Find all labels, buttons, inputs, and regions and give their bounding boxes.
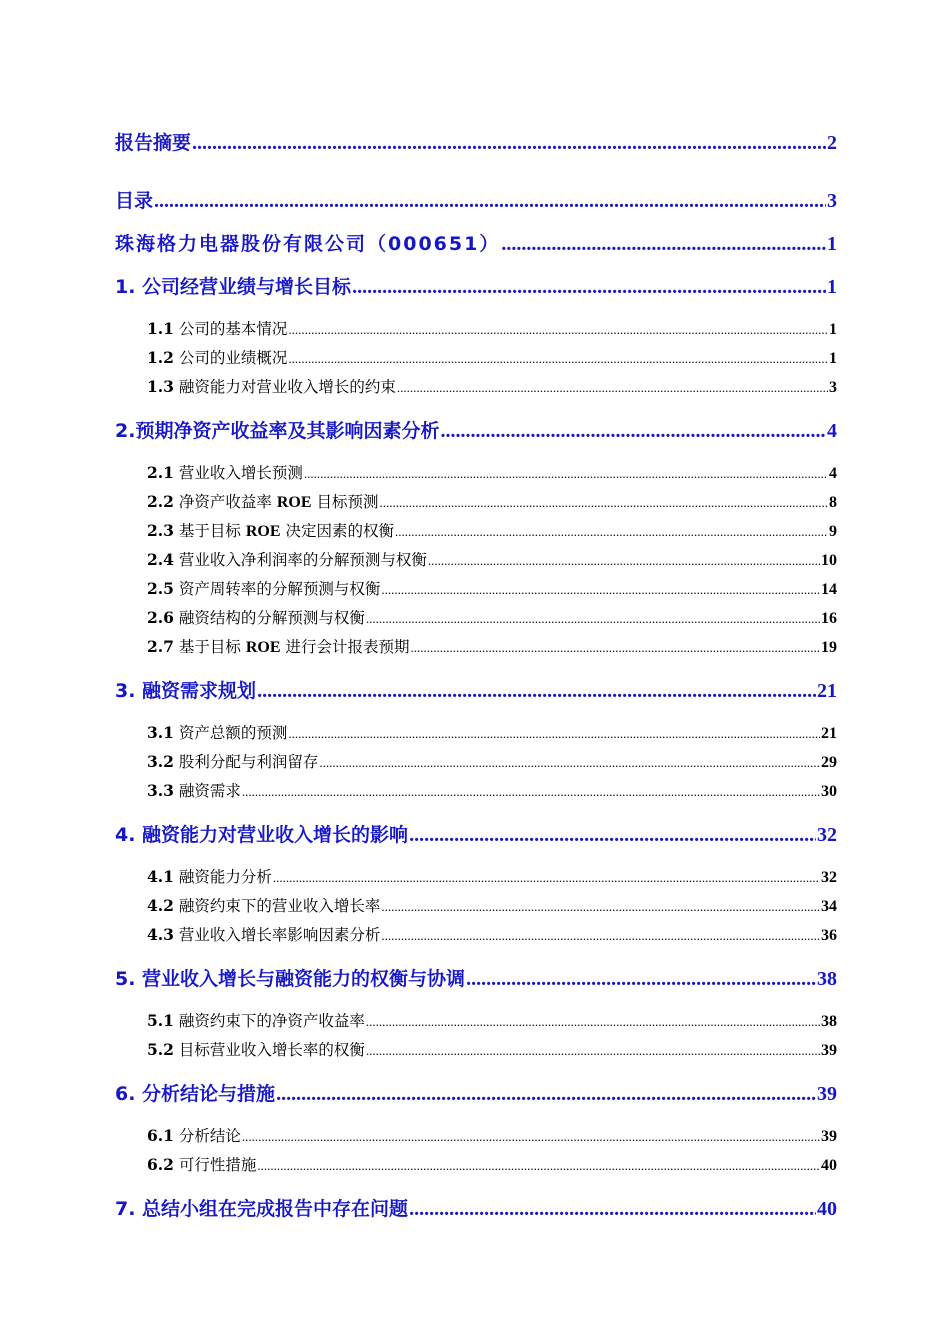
toc-leader-dots: [395, 517, 828, 546]
toc-page-number: 32: [821, 869, 837, 886]
toc-leader-dots: [192, 128, 826, 158]
toc-entry-subsection[interactable]: [115, 517, 837, 546]
toc-leader-dots: [381, 892, 820, 921]
toc-entry-number: 5.1: [147, 1011, 174, 1030]
toc-entry-title: 3. 融资需求规划: [115, 680, 257, 702]
toc-entry-subsection[interactable]: [115, 546, 837, 575]
toc-entry-title: [147, 747, 318, 777]
toc-entry-text: 营业收入净利润率的分解预测与权衡: [178, 551, 427, 569]
toc-entry-heading[interactable]: [115, 416, 837, 446]
toc-entry-subsection[interactable]: [115, 921, 837, 950]
toc-leader-dots: [366, 604, 820, 633]
toc-leader-dots: [288, 344, 828, 373]
toc-entry-title: 珠海格力电器股份有限公司（000651）: [115, 233, 501, 255]
toc-leader-dots: [428, 546, 820, 575]
toc-entry-title: [147, 1006, 365, 1036]
toc-leader-dots: [242, 777, 820, 806]
toc-entry-title: [147, 891, 380, 921]
toc-entry-subsection[interactable]: [115, 604, 837, 633]
toc-entry-text: 融资需求: [178, 782, 241, 800]
toc-entry-number: 2.4: [147, 550, 174, 569]
toc-entry-heading[interactable]: [115, 676, 837, 706]
toc-entry-number: 4.1: [147, 867, 174, 886]
toc-entry-number: 2.1: [147, 463, 174, 482]
toc-entry-text: 目标营业收入增长率的权衡: [178, 1041, 365, 1059]
toc-page-number: 38: [817, 968, 837, 990]
toc-entry-number: 2.5: [147, 579, 174, 598]
toc-entry-title: [147, 545, 427, 575]
toc-entry-text: 资产总额的预测: [178, 724, 288, 742]
toc-page-number: 21: [817, 680, 837, 702]
toc-entry-title: 7. 总结小组在完成报告中存在问题: [115, 1198, 409, 1220]
toc-entry-subsection[interactable]: [115, 719, 837, 748]
toc-entry-text: 融资约束下的净资产收益率: [178, 1012, 365, 1030]
toc-entry-title: 6. 分析结论与措施: [115, 1083, 276, 1105]
toc-entry-text: 股利分配与利润留存: [178, 753, 319, 771]
toc-entry-subsection[interactable]: [115, 1036, 837, 1065]
toc-entry-title: 1. 公司经营业绩与增长目标: [115, 276, 352, 298]
toc-entry-number: 6.1: [147, 1126, 174, 1145]
toc-entry-subsection[interactable]: [115, 777, 837, 806]
toc-entry-title: 报告摘要: [115, 132, 192, 154]
toc-entry-text: 融资结构的分解预测与权衡: [178, 609, 365, 627]
toc-leader-dots: [276, 1079, 816, 1109]
toc-entry-number: 4.2: [147, 896, 174, 915]
toc-page-number: 3: [827, 190, 837, 212]
toc-page-number: 4: [827, 420, 837, 442]
toc-entry-text: 基于目标 ROE 进行会计报表预期: [178, 638, 410, 656]
toc-leader-dots: [410, 633, 820, 662]
toc-leader-dots: [381, 575, 820, 604]
toc-entry-number: 3.1: [147, 723, 174, 742]
toc-entry-subsection[interactable]: [115, 748, 837, 777]
toc-page-number: 38: [821, 1013, 837, 1030]
toc-leader-dots: [257, 676, 816, 706]
toc-entry-number: 1.1: [147, 319, 174, 338]
toc-entry-title: [147, 718, 287, 748]
toc-entry-title: [147, 632, 409, 662]
toc-entry-heading[interactable]: [115, 272, 837, 302]
toc-page-number: 19: [821, 639, 837, 656]
toc-entry-heading[interactable]: [115, 964, 837, 994]
toc-leader-dots: [304, 459, 828, 488]
toc-page-number: 1: [829, 321, 837, 338]
toc-page-number: 39: [821, 1128, 837, 1145]
toc-page-number: 14: [821, 581, 837, 598]
toc-leader-dots: [273, 863, 820, 892]
toc-leader-dots: [366, 1036, 820, 1065]
toc-entry-title: 5. 营业收入增长与融资能力的权衡与协调: [115, 968, 466, 990]
toc-entry-number: 2.7: [147, 637, 174, 656]
toc-entry-title: [147, 1035, 365, 1065]
toc-entry-subsection[interactable]: [115, 863, 837, 892]
toc-entry-text: 融资能力对营业收入增长的约束: [178, 378, 396, 396]
toc-leader-dots: [397, 373, 828, 402]
toc-page-number: 9: [829, 523, 837, 540]
toc-entry-text: 公司的业绩概况: [178, 349, 288, 367]
toc-leader-dots: [288, 719, 820, 748]
toc-entry-title: 4. 融资能力对营业收入增长的影响: [115, 824, 409, 846]
toc-leader-dots: [440, 416, 826, 446]
toc-page-number: 32: [817, 824, 837, 846]
toc-page-number: 2: [827, 132, 837, 154]
toc-leader-dots: [379, 488, 828, 517]
toc-entry-title: [147, 574, 380, 604]
toc-leader-dots: [366, 1007, 820, 1036]
toc-page-number: 29: [821, 754, 837, 771]
toc-page-number: 21: [821, 725, 837, 742]
toc-entry-subsection[interactable]: [115, 633, 837, 662]
toc-entry-number: 3.2: [147, 752, 174, 771]
toc-leader-dots: [154, 186, 826, 216]
toc-leader-dots: [501, 229, 826, 259]
toc-entry-text: 分析结论: [178, 1127, 241, 1145]
toc-entry-subsection[interactable]: [115, 344, 837, 373]
toc-page-number: 10: [821, 552, 837, 569]
toc-entry-number: 5.2: [147, 1040, 174, 1059]
toc-page-number: 36: [821, 927, 837, 944]
toc-entry-subsection[interactable]: [115, 1007, 837, 1036]
toc-page-number: 34: [821, 898, 837, 915]
toc-leader-dots: [466, 964, 816, 994]
toc-entry-number: 1.2: [147, 348, 174, 367]
toc-entry-heading[interactable]: [115, 820, 837, 850]
toc-entry-text: 融资能力分析: [178, 868, 272, 886]
toc-entry-text: 营业收入增长预测: [178, 464, 303, 482]
toc-page-number: 1: [827, 276, 837, 298]
toc-entry-title: [147, 603, 365, 633]
toc-leader-dots: [409, 1194, 816, 1224]
toc-page-number: 39: [817, 1083, 837, 1105]
toc-entry-text: 可行性措施: [178, 1156, 257, 1174]
toc-entry-number: 6.2: [147, 1155, 174, 1174]
toc-entry-number: 3.3: [147, 781, 174, 800]
toc-page-number: 8: [829, 494, 837, 511]
toc-page-number: 1: [829, 350, 837, 367]
toc-page-number: 40: [817, 1198, 837, 1220]
toc-entry-title: [147, 1121, 241, 1151]
toc-entry-title: 目录: [115, 190, 154, 212]
toc-entry-title: [147, 1150, 256, 1180]
toc-entry-text: 净资产收益率 ROE 目标预测: [178, 493, 379, 511]
toc-entry-heading[interactable]: [115, 1194, 837, 1224]
toc-leader-dots: [242, 1122, 820, 1151]
toc-entry-subsection[interactable]: [115, 373, 837, 402]
toc-entry-heading[interactable]: [115, 1079, 837, 1109]
toc-entry-number: 2.2: [147, 492, 174, 511]
toc-page-number: 1: [827, 233, 837, 255]
toc-entry-subsection[interactable]: [115, 575, 837, 604]
toc-entry-heading[interactable]: [115, 128, 837, 158]
toc-entry-title: [147, 862, 272, 892]
toc-entry-heading[interactable]: [115, 229, 837, 259]
toc-entry-subsection[interactable]: [115, 459, 837, 488]
toc-leader-dots: [319, 748, 820, 777]
toc-entry-title: [147, 372, 396, 402]
toc-entry-title: [147, 487, 378, 517]
toc-page-number: 39: [821, 1042, 837, 1059]
toc-page-number: 16: [821, 610, 837, 627]
toc-page-number: 30: [821, 783, 837, 800]
toc-entry-text: 基于目标 ROE 决定因素的权衡: [178, 522, 394, 540]
toc-leader-dots: [409, 820, 816, 850]
toc-entry-subsection[interactable]: [115, 488, 837, 517]
toc-entry-number: 2.6: [147, 608, 174, 627]
toc-entry-text: 融资约束下的营业收入增长率: [178, 897, 381, 915]
toc-entry-title: [147, 516, 394, 546]
toc-entry-subsection[interactable]: [115, 315, 837, 344]
toc-leader-dots: [288, 315, 828, 344]
toc-leader-dots: [352, 272, 826, 302]
toc-entry-number: 4.3: [147, 925, 174, 944]
toc-entry-subsection[interactable]: [115, 1122, 837, 1151]
toc-entry-text: 资产周转率的分解预测与权衡: [178, 580, 381, 598]
toc-entry-subsection[interactable]: [115, 1151, 837, 1180]
toc-entry-title: [147, 458, 303, 488]
toc-leader-dots: [381, 921, 820, 950]
toc-page-number: 40: [821, 1157, 837, 1174]
toc-leader-dots: [257, 1151, 820, 1180]
toc-entry-text: 公司的基本情况: [178, 320, 288, 338]
toc-entry-title: [147, 920, 380, 950]
toc-entry-number: 1.3: [147, 377, 174, 396]
toc-entry-subsection[interactable]: [115, 892, 837, 921]
toc-page-number: 3: [829, 379, 837, 396]
toc-entry-title: [147, 343, 287, 373]
toc-entry-heading[interactable]: [115, 186, 837, 216]
toc-entry-title: [147, 776, 241, 806]
toc-entry-number: 2.3: [147, 521, 174, 540]
toc-page-number: 4: [829, 465, 837, 482]
toc-entry-title: 2.预期净资产收益率及其影响因素分析: [115, 420, 440, 442]
toc-entry-text: 营业收入增长率影响因素分析: [178, 926, 381, 944]
toc-entry-title: [147, 314, 287, 344]
